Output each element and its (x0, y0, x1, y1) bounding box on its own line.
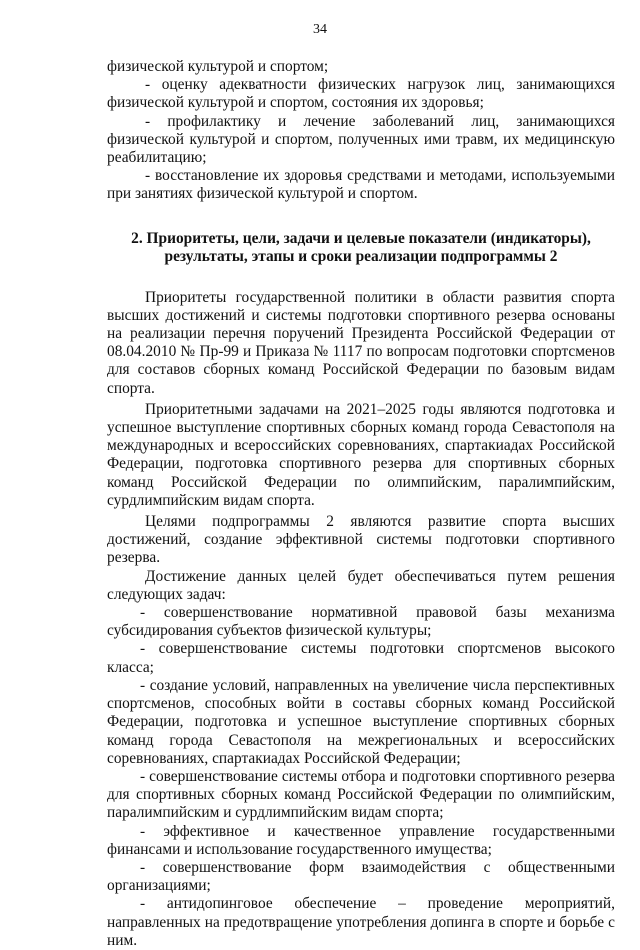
list-item: - совершенствование системы отбора и подготовки спортивного резерва для спортивных сборных команд Российской Федерации по олимпийским, паралимпийским и сурдлимпийским видам спорта; (107, 767, 615, 822)
paragraph-continuation: физической культурой и спортом; (107, 58, 329, 75)
paragraph: Приоритетными задачами на 2021–2025 годы являются подготовка и успешное выступление спортивных сборных команд города Севастополя на международных и всероссийских соревнованиях, спартакиадах Российской Федерации, подготовка спортивного резерва для спортивных сборных команд Российской Федерации по олимпийским, паралимпийским, сурдлимпийским видам спорта. (107, 400, 615, 509)
list-item: - эффективное и качественное управление государственными финансами и использование государственного имущества; (107, 822, 615, 858)
list-item: - восстановление их здоровья средствами и методами, используемыми при занятиях физической культурой и спортом. (107, 167, 615, 203)
list-item: - совершенствование системы подготовки спортсменов высокого класса; (107, 640, 615, 676)
list-item: - профилактику и лечение заболеваний лиц, занимающихся физической культурой и спортом, полученных ими травм, их медицинскую реабилитацию; (107, 112, 615, 167)
section-heading-line: 2. Приоритеты, цели, задачи и целевые показатели (индикаторы), (131, 229, 591, 247)
document-body (107, 58, 615, 950)
list-item: - совершенствование нормативной правовой базы механизма субсидирования субъектов физической культуры; (107, 604, 615, 640)
paragraph: Целями подпрограммы 2 являются развитие спорта высших достижений, создание эффективной системы подготовки спортивного резерва. (107, 513, 615, 567)
list-item: - антидопинговое обеспечение – проведение мероприятий, направленных на предотвращение употребления допинга в спорте и борьбе с ним. (107, 895, 615, 949)
section-heading (107, 230, 615, 267)
list-item: - создание условий, направленных на увеличение числа перспективных спортсменов, способных войти в составы сборных команд Российской Федерации, подготовка и успешное выступление спортивных сборных команд города Севастополя на межрегиональных и всероссийских соревнованиях, спартакиадах Российской Федерации; (107, 676, 615, 767)
list-item: - совершенствование форм взаимодействия с общественными организациями; (107, 858, 615, 895)
section-heading-line: результаты, этапы и сроки реализации подпрограммы 2 (164, 248, 558, 266)
list-item: - оценку адекватности физических нагрузок лиц, занимающихся физической культурой и спортом, состояния их здоровья; (107, 76, 615, 112)
paragraph: Достижение данных целей будет обеспечиваться путем решения следующих задач: (107, 567, 615, 603)
paragraph: Приоритеты государственной политики в области развития спорта высших достижений и системы подготовки спортивного резерва основаны на реализации перечня поручений Президента Российской Федерации от 08.04.2010 № Пр-99 и Приказа № 1117 по вопросам подготовки спортсменов для составов сборных команд Российской Федерации по базовым видам спорта. (107, 288, 615, 397)
page-number: 34 (313, 22, 327, 37)
